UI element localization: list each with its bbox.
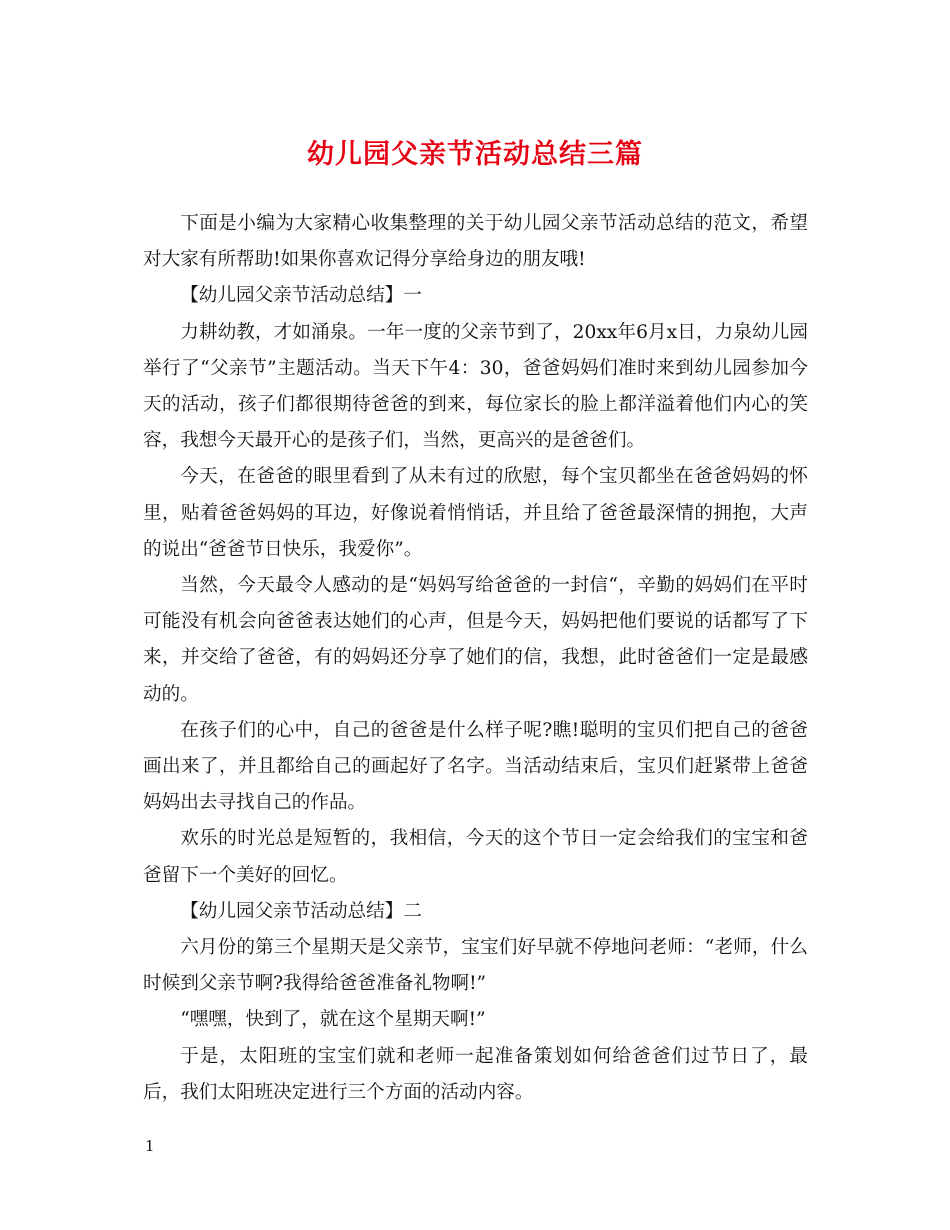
document-body bbox=[143, 206, 808, 1111]
body-paragraph: 欢乐的时光总是短暂的，我相信，今天的这个节日一定会给我们的宝宝和爸爸留下一个美好的回忆。 bbox=[143, 828, 808, 886]
body-paragraph: “嘿嘿，快到了，就在这个星期天啊!” bbox=[180, 1009, 486, 1031]
section-heading-one: 【幼儿园父亲节活动总结】一 bbox=[180, 285, 422, 307]
document-title: 幼儿园父亲节活动总结三篇 bbox=[307, 139, 643, 170]
section-heading-two: 【幼儿园父亲节活动总结】二 bbox=[180, 900, 422, 922]
body-paragraph: 六月份的第三个星期天是父亲节，宝宝们好早就不停地问老师：“老师，什么时候到父亲节啊?我得给爸爸准备礼物啊!” bbox=[143, 937, 808, 995]
intro-paragraph: 下面是小编为大家精心收集整理的关于幼儿园父亲节活动总结的范文，希望对大家有所帮助!如果你喜欢记得分享给身边的朋友哦! bbox=[143, 213, 808, 271]
body-paragraph: 今天，在爸爸的眼里看到了从未有过的欣慰，每个宝贝都坐在爸爸妈妈的怀里，贴着爸爸妈妈的耳边，好像说着悄悄话，并且给了爸爸最深情的拥抱，大声的说出“爸爸节日快乐，我爱你”。 bbox=[143, 466, 808, 560]
body-paragraph: 在孩子们的心中，自己的爸爸是什么样子呢?瞧!聪明的宝贝们把自己的爸爸画出来了，并且都给自己的画起好了名字。当活动结束后，宝贝们赶紧带上爸爸妈妈出去寻找自己的作品。 bbox=[143, 719, 808, 814]
page-number: 1 bbox=[145, 1137, 155, 1155]
body-paragraph: 于是，太阳班的宝宝们就和老师一起准备策划如何给爸爸们过节日了，最后，我们太阳班决定进行三个方面的活动内容。 bbox=[143, 1045, 808, 1103]
body-paragraph: 当然，今天最令人感动的是“妈妈写给爸爸的一封信“，辛勤的妈妈们在平时可能没有机会向爸爸表达她们的心声，但是今天，妈妈把他们要说的话都写了下来，并交给了爸爸，有的妈妈还分享了她们的信，我想，此时爸爸们一定是最感动的。 bbox=[143, 575, 808, 705]
body-paragraph: 力耕幼教，才如涌泉。一年一度的父亲节到了，20xx年6月x日，力泉幼儿园举行了“父亲节”主题活动。当天下午4：30，爸爸妈妈们准时来到幼儿园参加今天的活动，孩子们都很期待爸爸的到来，每位家长的脸上都洋溢着他们内心的笑容，我想今天最开心的是孩子们，当然，更高兴的是爸爸们。 bbox=[143, 321, 808, 452]
